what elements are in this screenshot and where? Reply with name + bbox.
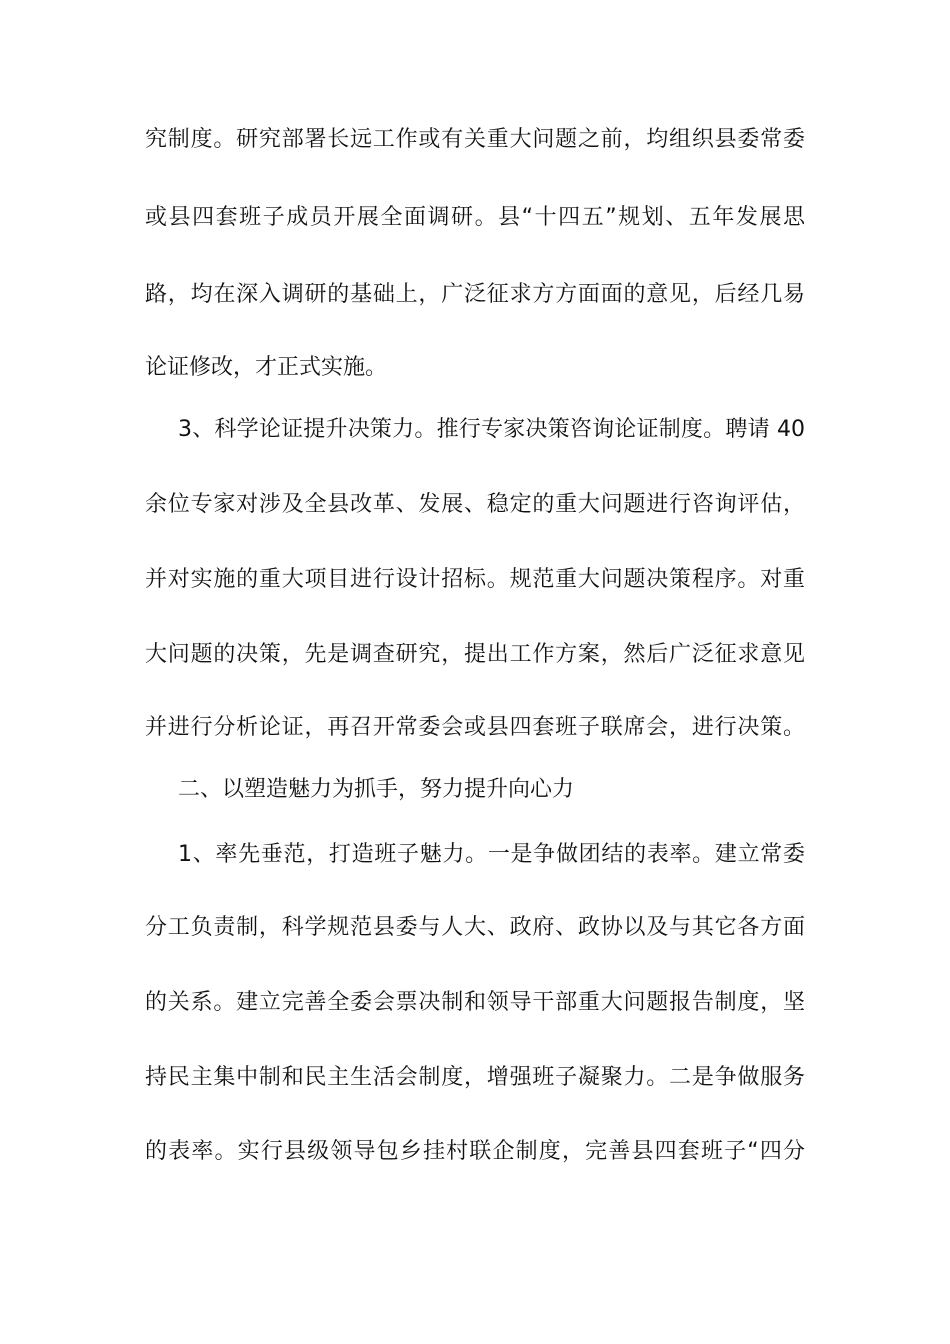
text-line: 路，均在深入调研的基础上，广泛征求方方面面的意见，后经几易 (145, 282, 805, 307)
paragraph-start: 1、率先垂范，打造班子魅力。一是争做团结的表率。建立常委 (178, 842, 805, 867)
text-line: 大问题的决策，先是调查研究，提出工作方案，然后广泛征求意见 (145, 642, 805, 667)
text-line: 并对实施的重大项目进行设计招标。规范重大问题决策程序。对重 (145, 567, 805, 592)
text-line: 或县四套班子成员开展全面调研。县“十四五”规划、五年发展思 (145, 205, 805, 230)
text-line: 持民主集中制和民主生活会制度，增强班子凝聚力。二是争做服务 (145, 1065, 805, 1090)
text-line: 的关系。建立完善全委会票决制和领导干部重大问题报告制度，坚 (145, 990, 805, 1015)
text-line: 究制度。研究部署长远工作或有关重大问题之前，均组织县委常委 (145, 127, 805, 152)
text-line: 并进行分析论证，再召开常委会或县四套班子联席会，进行决策。 (145, 715, 805, 740)
text-line: 余位专家对涉及全县改革、发展、稳定的重大问题进行咨询评估， (145, 492, 805, 517)
text-line: 的表率。实行县级领导包乡挂村联企制度，完善县四套班子“四分 (145, 1139, 805, 1164)
text-line: 分工负责制，科学规范县委与人大、政府、政协以及与其它各方面 (145, 915, 805, 940)
text-line: 论证修改，才正式实施。 (145, 355, 388, 380)
section-heading: 二、以塑造魅力为抓手，努力提升向心力 (178, 777, 575, 802)
paragraph-start: 3、科学论证提升决策力。推行专家决策咨询论证制度。聘请 40 (178, 417, 805, 442)
